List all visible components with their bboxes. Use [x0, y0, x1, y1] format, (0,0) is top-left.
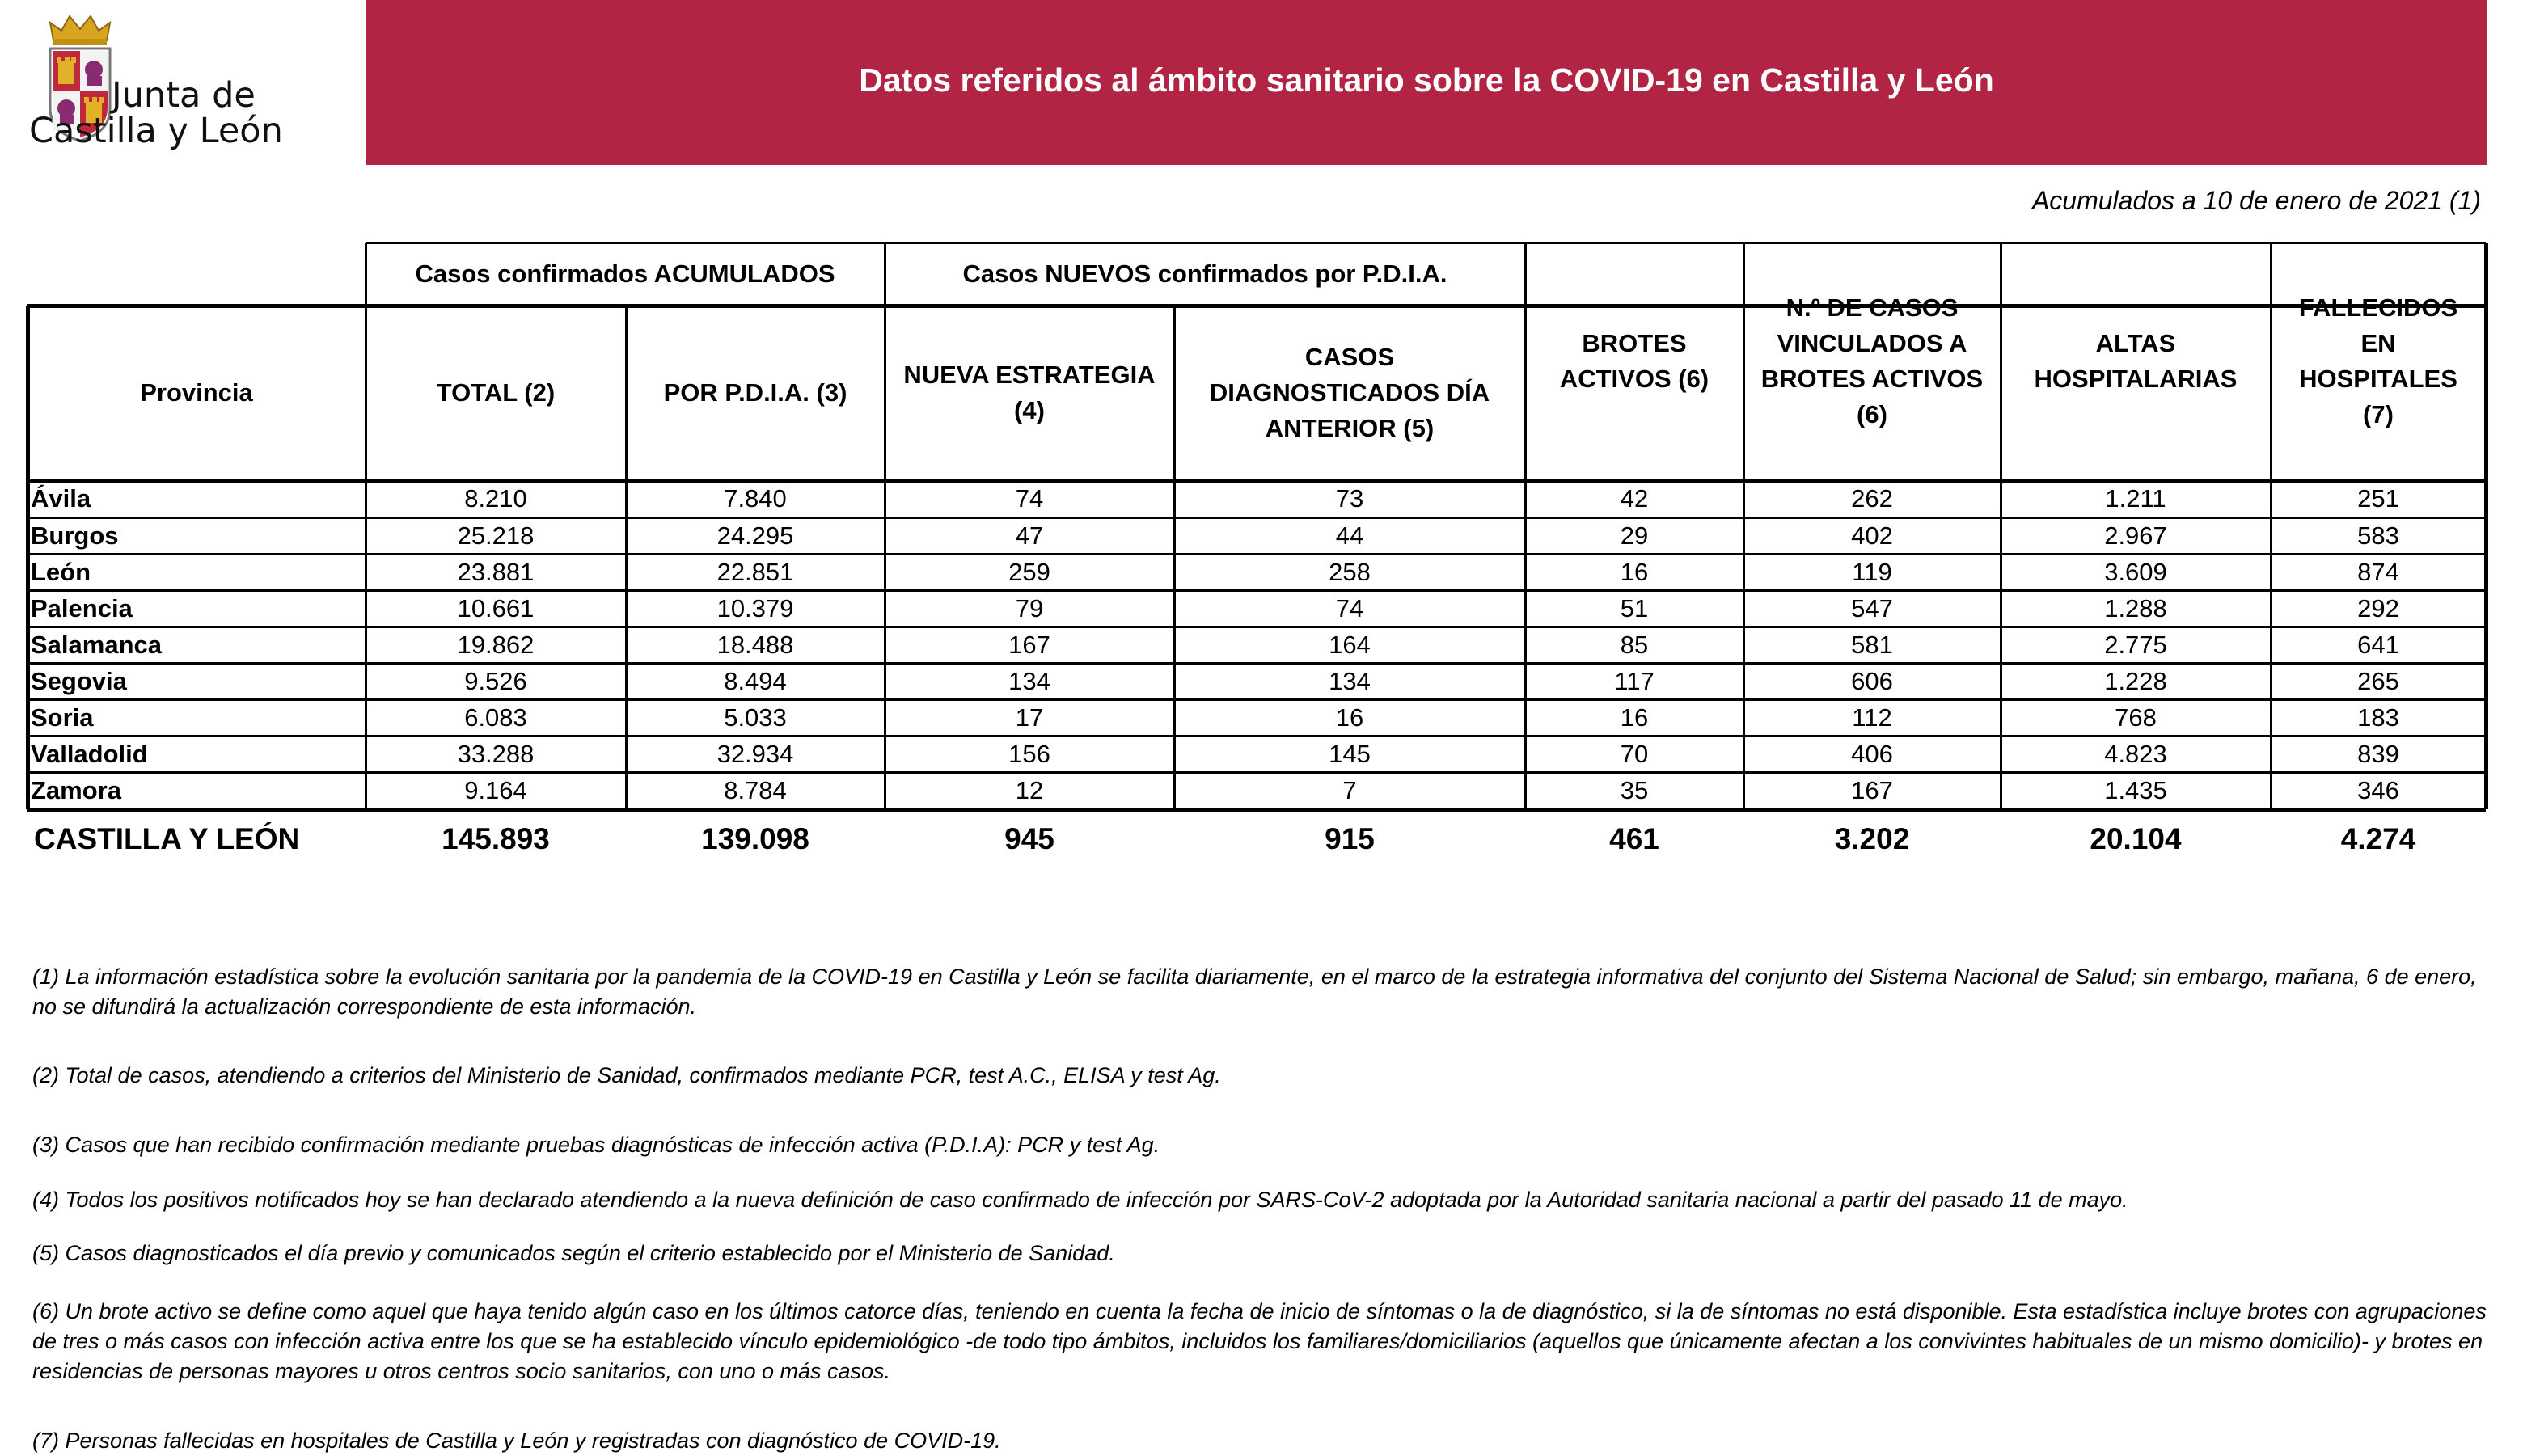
row-province-name-cell: [27, 736, 366, 772]
row-value-casos-vinculados-cell: [1743, 517, 2001, 554]
row-value-casos-dia-anterior-cell: [1174, 627, 1525, 663]
row-value-altas-hospitalarias: 1.435: [2104, 776, 2167, 804]
row-rule: [27, 735, 2486, 737]
header-bottom-rule: [27, 479, 2486, 483]
row-value-nueva-estrategia: 79: [1015, 593, 1044, 622]
row-value-por-pdia-cell: [626, 517, 885, 554]
total-value-nueva-estrategia-cell: [885, 812, 1174, 866]
row-value-casos-dia-anterior-cell: [1174, 517, 1525, 554]
row-value-fallecidos-hospitales: 583: [2357, 521, 2399, 550]
row-value-casos-vinculados-cell: [1743, 627, 2001, 663]
row-value-total: 9.164: [464, 776, 527, 804]
row-value-altas-hospitalarias-cell: [2001, 554, 2271, 590]
row-province-name-cell: [27, 590, 366, 627]
row-value-por-pdia: 7.840: [724, 484, 787, 513]
table-divider: [2000, 243, 2002, 809]
row-value-nueva-estrategia: 167: [1008, 630, 1050, 659]
total-value-total-cell: [366, 812, 626, 866]
group-header-acumulados: Casos confirmados ACUMULADOS: [415, 260, 835, 288]
row-value-brotes-activos-cell: [1525, 554, 1743, 590]
footnote-1: (1) La información estadística sobre la evolución sanitaria por la pandemia de la COVID-19 en Castilla y León se facilita diariamente, en el marco de la estrategia informativa del conjunto del Sistema Nacional de Salud; sin embargo, mañana, 6 de enero, no se difundirá la actualización correspondiente de esta información.: [32, 964, 2477, 1019]
row-value-por-pdia: 22.851: [716, 557, 794, 586]
group-header-acumulados-cell: [366, 243, 885, 306]
column-header-total-cell: [366, 306, 626, 480]
column-header-nueva-estrategia: NUEVA ESTRATEGIA (4): [903, 361, 1156, 424]
column-header-brotes-activos: BROTES ACTIVOS (6): [1559, 329, 1709, 393]
row-value-casos-dia-anterior-cell: [1174, 699, 1525, 736]
row-value-total: 6.083: [464, 703, 527, 732]
total-value-casos-vinculados: 3.202: [1834, 822, 1910, 855]
row-province-name-cell: [27, 663, 366, 699]
table-top-rule: [366, 242, 2486, 244]
row-value-casos-dia-anterior-cell: [1174, 480, 1525, 517]
page-title: Datos referidos al ámbito sanitario sobre la COVID-19 en Castilla y León: [859, 61, 1994, 99]
row-rule: [27, 553, 2486, 555]
row-value-total: 10.661: [457, 593, 535, 622]
table-left-border: [26, 306, 30, 809]
row-value-por-pdia-cell: [626, 554, 885, 590]
row-value-total: 25.218: [457, 521, 535, 550]
row-value-por-pdia: 32.934: [716, 739, 794, 768]
row-value-altas-hospitalarias: 1.211: [2105, 484, 2166, 513]
footnote-2: (2) Total de casos, atendiendo a criterios del Ministerio de Sanidad, confirmados mediante PCR, test A.C., ELISA y test Ag.: [32, 1063, 1221, 1087]
column-header-por-pdia-cell: [626, 306, 885, 480]
column-header-nueva-estrategia-cell: [885, 306, 1174, 480]
row-value-casos-vinculados: 112: [1852, 703, 1892, 732]
footnote-4: (4) Todos los positivos notificados hoy se han declarado atendiendo a la nueva definición de caso confirmado de infección por SARS-CoV-2 adoptada por la Autoridad sanitaria nacional a partir del pasado 11 de mayo.: [32, 1188, 2128, 1212]
row-value-casos-vinculados: 581: [1851, 630, 1893, 659]
row-value-nueva-estrategia: 74: [1015, 484, 1044, 513]
row-value-por-pdia: 8.784: [724, 776, 787, 804]
row-value-altas-hospitalarias: 2.967: [2104, 521, 2167, 550]
row-value-casos-dia-anterior-cell: [1174, 772, 1525, 809]
total-value-por-pdia: 139.098: [701, 822, 809, 855]
row-rule: [27, 698, 2486, 701]
logo-line-1: Junta de: [112, 75, 256, 116]
table-right-border: [2484, 243, 2488, 809]
column-header-fallecidos-hospitales-cell: [2271, 243, 2486, 480]
row-value-total: 23.881: [457, 557, 535, 586]
table-divider: [1743, 243, 1745, 809]
column-header-total: TOTAL (2): [436, 378, 556, 407]
column-header-casos-vinculados-cell: [1743, 243, 2001, 480]
row-province-name-cell: [27, 772, 366, 809]
total-value-altas-hospitalarias: 20.104: [2090, 822, 2182, 855]
row-value-casos-vinculados: 406: [1851, 739, 1893, 768]
row-province-name: León: [31, 557, 91, 586]
row-value-brotes-activos: 51: [1620, 593, 1649, 622]
row-value-nueva-estrategia-cell: [885, 590, 1174, 627]
table-divider: [1173, 306, 1176, 809]
row-value-nueva-estrategia-cell: [885, 663, 1174, 699]
row-value-por-pdia: 18.488: [716, 630, 794, 659]
row-value-fallecidos-hospitales-cell: [2271, 517, 2486, 554]
row-value-fallecidos-hospitales-cell: [2271, 772, 2486, 809]
column-header-altas-hospitalarias: ALTAS HOSPITALARIAS: [2034, 329, 2238, 393]
row-value-casos-vinculados-cell: [1743, 736, 2001, 772]
column-header-provincia-cell: [27, 306, 366, 480]
row-value-total-cell: [366, 663, 626, 699]
row-value-casos-dia-anterior-cell: [1174, 554, 1525, 590]
row-value-brotes-activos-cell: [1525, 590, 1743, 627]
footnote-7: (7) Personas fallecidas en hospitales de Castilla y León y registradas con diagnóstico de COVID-19.: [32, 1429, 1001, 1453]
total-value-fallecidos-hospitales: 4.274: [2340, 822, 2416, 855]
row-value-fallecidos-hospitales-cell: [2271, 736, 2486, 772]
row-value-nueva-estrategia-cell: [885, 517, 1174, 554]
row-value-fallecidos-hospitales: 292: [2357, 593, 2399, 622]
row-value-total-cell: [366, 480, 626, 517]
column-header-casos-dia-anterior: CASOS DIAGNOSTICADOS DÍA ANTERIOR (5): [1209, 343, 1490, 442]
row-value-casos-dia-anterior: 7: [1342, 776, 1357, 804]
row-province-name-cell: [27, 480, 366, 517]
row-value-nueva-estrategia-cell: [885, 699, 1174, 736]
column-header-casos-vinculados: VINCULADOS A BROTES ACTIVOS (6): [1760, 329, 1984, 428]
row-value-altas-hospitalarias: 4.823: [2104, 739, 2167, 768]
group-header-nuevos-cell: [885, 243, 1525, 306]
table-divider: [1524, 243, 1527, 809]
footnote-5: (5) Casos diagnosticados el día previo y comunicados según el criterio establecido por el Ministerio de Sanidad.: [32, 1241, 1115, 1265]
row-value-total: 9.526: [464, 666, 527, 695]
row-value-brotes-activos: 85: [1620, 630, 1649, 659]
row-value-fallecidos-hospitales: 641: [2357, 630, 2399, 659]
column-header-por-pdia: POR P.D.I.A. (3): [663, 378, 847, 407]
row-value-casos-vinculados: 119: [1852, 557, 1892, 586]
row-value-brotes-activos-cell: [1525, 699, 1743, 736]
row-value-casos-vinculados-cell: [1743, 590, 2001, 627]
table-divider: [2270, 243, 2272, 809]
total-value-brotes-activos: 461: [1609, 822, 1659, 855]
row-value-altas-hospitalarias-cell: [2001, 590, 2271, 627]
row-value-casos-vinculados-cell: [1743, 772, 2001, 809]
row-value-casos-dia-anterior: 145: [1329, 739, 1371, 768]
row-value-brotes-activos-cell: [1525, 736, 1743, 772]
row-province-name: Palencia: [31, 593, 133, 622]
row-value-brotes-activos-cell: [1525, 480, 1743, 517]
row-value-total: 33.288: [457, 739, 535, 768]
row-value-altas-hospitalarias-cell: [2001, 663, 2271, 699]
row-province-name-cell: [27, 517, 366, 554]
column-header-provincia: Provincia: [140, 378, 253, 407]
total-value-total: 145.893: [442, 822, 550, 855]
date-note: Acumulados a 10 de enero de 2021 (1): [2031, 186, 2481, 215]
row-rule: [27, 771, 2486, 774]
row-value-fallecidos-hospitales: 251: [2357, 484, 2399, 513]
row-value-altas-hospitalarias-cell: [2001, 699, 2271, 736]
row-rule: [27, 589, 2486, 592]
row-value-casos-dia-anterior: 134: [1329, 666, 1371, 695]
row-value-casos-vinculados: 402: [1851, 521, 1893, 550]
row-value-brotes-activos-cell: [1525, 663, 1743, 699]
row-value-casos-vinculados: 262: [1851, 484, 1893, 513]
logo-line-2: Castilla y León: [29, 111, 283, 151]
row-province-name: Salamanca: [31, 630, 162, 659]
row-value-altas-hospitalarias: 1.228: [2104, 666, 2167, 695]
row-province-name: Segovia: [31, 666, 127, 695]
row-value-nueva-estrategia: 134: [1008, 666, 1050, 695]
row-value-total-cell: [366, 554, 626, 590]
row-value-fallecidos-hospitales-cell: [2271, 699, 2486, 736]
row-rule: [27, 626, 2486, 628]
row-value-nueva-estrategia: 259: [1008, 557, 1050, 586]
table-bottom-rule: [27, 808, 2486, 812]
total-label-cell: [27, 812, 366, 866]
row-value-total: 19.862: [457, 630, 535, 659]
row-value-por-pdia: 10.379: [716, 593, 794, 622]
row-value-casos-dia-anterior: 73: [1335, 484, 1364, 513]
row-value-casos-dia-anterior: 74: [1335, 593, 1364, 622]
row-value-nueva-estrategia-cell: [885, 627, 1174, 663]
row-value-altas-hospitalarias-cell: [2001, 627, 2271, 663]
row-province-name-cell: [27, 699, 366, 736]
row-value-altas-hospitalarias-cell: [2001, 736, 2271, 772]
row-value-altas-hospitalarias: 2.775: [2104, 630, 2167, 659]
row-value-fallecidos-hospitales: 183: [2357, 703, 2399, 732]
row-rule: [27, 517, 2486, 519]
row-value-nueva-estrategia-cell: [885, 736, 1174, 772]
row-province-name: Burgos: [31, 521, 119, 550]
row-value-por-pdia-cell: [626, 627, 885, 663]
row-value-nueva-estrategia-cell: [885, 554, 1174, 590]
row-value-altas-hospitalarias-cell: [2001, 517, 2271, 554]
row-value-total: 8.210: [464, 484, 527, 513]
total-value-casos-dia-anterior: 915: [1325, 822, 1375, 855]
row-value-nueva-estrategia-cell: [885, 772, 1174, 809]
row-province-name: Ávila: [31, 484, 91, 513]
row-value-brotes-activos: 35: [1620, 776, 1649, 804]
total-value-nueva-estrategia: 945: [1004, 822, 1054, 855]
row-value-nueva-estrategia: 12: [1015, 776, 1044, 804]
row-value-casos-vinculados: 547: [1851, 593, 1893, 622]
row-value-brotes-activos-cell: [1525, 627, 1743, 663]
row-province-name: Soria: [31, 703, 94, 732]
header-rule: [27, 304, 2486, 308]
row-value-brotes-activos-cell: [1525, 517, 1743, 554]
row-value-brotes-activos: 16: [1620, 557, 1649, 586]
total-value-fallecidos-hospitales-cell: [2271, 812, 2486, 866]
table-divider: [625, 306, 628, 809]
row-value-fallecidos-hospitales-cell: [2271, 480, 2486, 517]
row-value-casos-dia-anterior: 258: [1329, 557, 1371, 586]
row-value-por-pdia: 24.295: [716, 521, 794, 550]
column-header-casos-dia-anterior-cell: [1174, 306, 1525, 480]
row-value-por-pdia: 5.033: [724, 703, 787, 732]
column-header-brotes-activos-cell: [1525, 243, 1743, 480]
row-value-brotes-activos: 29: [1620, 521, 1649, 550]
row-value-casos-vinculados-cell: [1743, 699, 2001, 736]
row-value-casos-vinculados-cell: [1743, 663, 2001, 699]
row-value-por-pdia-cell: [626, 663, 885, 699]
row-value-casos-dia-anterior-cell: [1174, 736, 1525, 772]
row-rule: [27, 662, 2486, 665]
row-value-fallecidos-hospitales-cell: [2271, 627, 2486, 663]
row-value-casos-vinculados-cell: [1743, 554, 2001, 590]
row-value-brotes-activos: 16: [1620, 703, 1649, 732]
row-value-nueva-estrategia: 17: [1015, 703, 1044, 732]
row-value-brotes-activos-cell: [1525, 772, 1743, 809]
row-province-name: Zamora: [31, 776, 121, 804]
row-value-altas-hospitalarias: 3.609: [2104, 557, 2167, 586]
row-value-casos-dia-anterior-cell: [1174, 590, 1525, 627]
row-value-fallecidos-hospitales: 265: [2357, 666, 2399, 695]
row-value-brotes-activos: 42: [1620, 484, 1649, 513]
row-value-casos-vinculados: 606: [1851, 666, 1893, 695]
row-value-altas-hospitalarias: 1.288: [2104, 593, 2167, 622]
column-header-altas-hospitalarias-cell: [2001, 243, 2271, 480]
row-value-por-pdia-cell: [626, 736, 885, 772]
row-value-fallecidos-hospitales: 874: [2357, 557, 2399, 586]
row-value-fallecidos-hospitales-cell: [2271, 554, 2486, 590]
row-value-nueva-estrategia-cell: [885, 480, 1174, 517]
row-value-total-cell: [366, 772, 626, 809]
footnote-6: (6) Un brote activo se define como aquel que haya tenido algún caso en los últimos catorce días, teniendo en cuenta la fecha de inicio de síntomas o la de diagnóstico, si la de síntomas no está disponible. Esta estadística incluye brotes con agrupaciones de tres o más casos con infección activa entre los que se ha establecido vínculo epidemiológico -de todo tipo ámbitos, incluidos los familiares/domiciliarios (aquellos que únicamente afectan a los convivintes habituales de un mismo domicilio)- y brotes en residencias de personas mayores u otros centros socio sanitarios, con uno o más casos.: [32, 1299, 2487, 1383]
row-value-fallecidos-hospitales: 839: [2357, 739, 2399, 768]
row-value-total-cell: [366, 627, 626, 663]
total-value-brotes-activos-cell: [1525, 812, 1743, 866]
row-value-fallecidos-hospitales: 346: [2357, 776, 2399, 804]
row-value-total-cell: [366, 699, 626, 736]
table-divider: [884, 243, 886, 809]
row-value-por-pdia-cell: [626, 699, 885, 736]
row-value-casos-vinculados: 167: [1851, 776, 1893, 804]
row-value-altas-hospitalarias: 768: [2115, 703, 2157, 732]
row-province-name: Valladolid: [31, 739, 148, 768]
table-divider: [365, 243, 367, 809]
row-province-name-cell: [27, 554, 366, 590]
row-value-total-cell: [366, 736, 626, 772]
row-value-por-pdia: 8.494: [724, 666, 787, 695]
column-header-fallecidos-hospitales: EN HOSPITALES (7): [2299, 329, 2457, 428]
total-value-casos-dia-anterior-cell: [1174, 812, 1525, 866]
row-value-brotes-activos: 70: [1620, 739, 1649, 768]
total-value-altas-hospitalarias-cell: [2001, 812, 2271, 866]
row-value-nueva-estrategia: 47: [1015, 521, 1044, 550]
row-value-fallecidos-hospitales-cell: [2271, 663, 2486, 699]
row-value-total-cell: [366, 517, 626, 554]
row-value-por-pdia-cell: [626, 772, 885, 809]
total-label: CASTILLA Y LEÓN: [34, 822, 300, 855]
row-value-fallecidos-hospitales-cell: [2271, 590, 2486, 627]
row-value-brotes-activos: 117: [1614, 666, 1655, 695]
total-value-casos-vinculados-cell: [1743, 812, 2001, 866]
row-value-altas-hospitalarias-cell: [2001, 480, 2271, 517]
row-value-casos-dia-anterior: 164: [1329, 630, 1371, 659]
row-value-total-cell: [366, 590, 626, 627]
row-province-name-cell: [27, 627, 366, 663]
total-value-por-pdia-cell: [626, 812, 885, 866]
row-value-por-pdia-cell: [626, 480, 885, 517]
row-value-casos-dia-anterior-cell: [1174, 663, 1525, 699]
row-value-altas-hospitalarias-cell: [2001, 772, 2271, 809]
row-value-casos-vinculados-cell: [1743, 480, 2001, 517]
group-header-nuevos: Casos NUEVOS confirmados por P.D.I.A.: [962, 260, 1447, 288]
row-value-casos-dia-anterior: 16: [1335, 703, 1364, 732]
footnote-3: (3) Casos que han recibido confirmación mediante pruebas diagnósticas de infección activa (P.D.I.A): PCR y test Ag.: [32, 1133, 1160, 1157]
row-value-por-pdia-cell: [626, 590, 885, 627]
row-value-nueva-estrategia: 156: [1008, 739, 1050, 768]
row-value-casos-dia-anterior: 44: [1335, 521, 1364, 550]
